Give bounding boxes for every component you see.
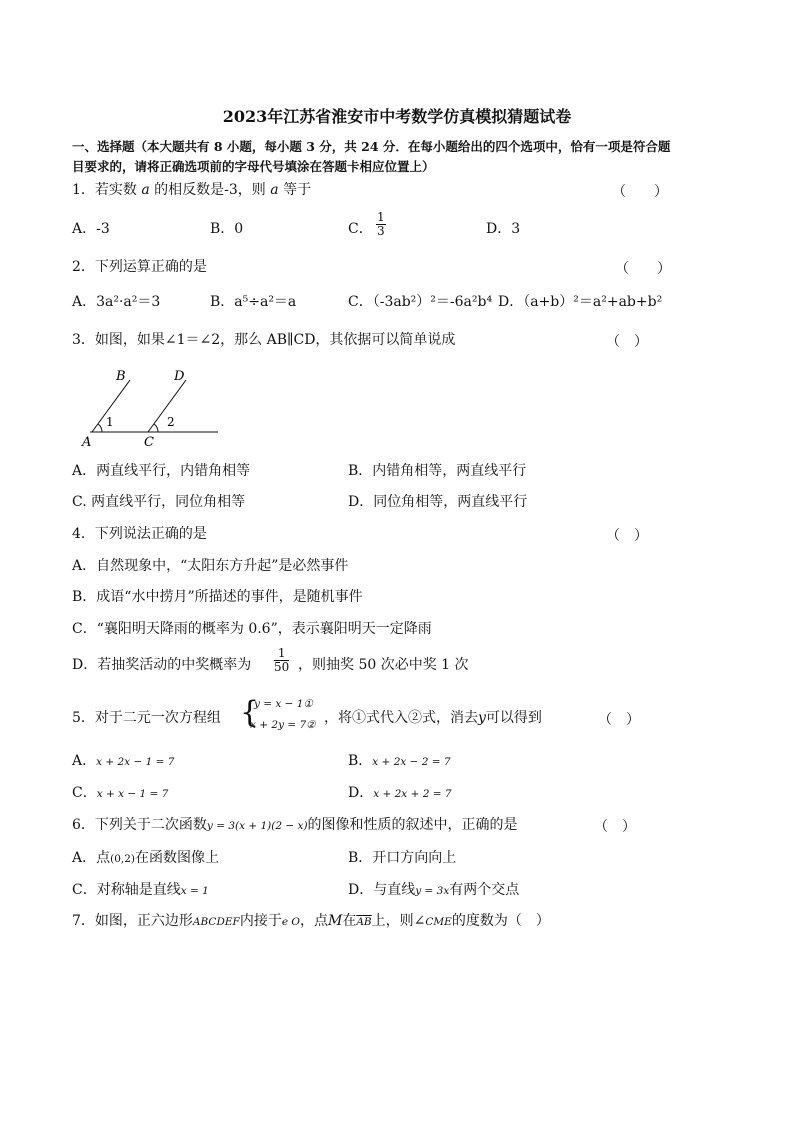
q4-option-c: C．“襄阳明天降雨的概率为 0.6”，表示襄阳明天一定降雨 [72, 621, 432, 637]
q4-stem: 4．下列说法正确的是 [72, 526, 207, 542]
q6-answer-paren: （ ） [594, 819, 636, 835]
q5-option-b: B．x + 2x − 2 = 7 [348, 753, 451, 769]
q5-equation-1: y = x − 1① [254, 698, 313, 710]
label-c: C [144, 435, 154, 450]
q6-option-d: D．与直线y = 3x有两个交点 [348, 882, 520, 898]
angle-1-arc [98, 424, 102, 432]
q3-option-b: B．内错角相等，两直线平行 [348, 463, 527, 479]
label-b: B [116, 369, 126, 384]
q2-stem: 2．下列运算正确的是 [72, 259, 207, 275]
q1-option-d: D．3 [486, 221, 521, 237]
q2-option-d: D．（a+b）²＝a²+ab+b² [498, 294, 663, 310]
q1-stem: 1．若实数 a 的相反数是-3，则 a 等于 [72, 182, 312, 198]
angle-2-arc [154, 424, 158, 432]
q4-option-d-rest: ，则抽奖 50 次必中奖 1 次 [298, 657, 469, 673]
q4-option-a: A．自然现象中，“太阳东方升起”是必然事件 [72, 558, 349, 574]
q5-answer-paren: （ ） [598, 712, 640, 728]
q4-option-d-fraction: $\frac{1}{50}$ [274, 646, 290, 674]
q3-stem: 3．如图，如果∠1＝∠2，那么 AB∥CD，其依据可以简单说成 [72, 332, 456, 348]
q1-option-c-fraction: $\frac{1}{3}$ [377, 210, 385, 238]
q5-option-c: C．x + x − 1 = 7 [72, 785, 169, 801]
q2-option-c: C．（-3ab²）²＝-6a²b⁴ [348, 294, 493, 310]
q3-figure [78, 364, 228, 450]
q6-option-a: A．点(0,2)在函数图像上 [72, 850, 220, 866]
q3-option-d: D．同位角相等，两直线平行 [348, 494, 528, 510]
q6-option-c: C．对称轴是直线x = 1 [72, 882, 209, 898]
q1-answer-paren: （ ） [612, 184, 668, 200]
label-angle-1: 1 [106, 415, 114, 429]
label-d: D [174, 369, 185, 384]
q5-option-d: D．x + 2x + 2 = 7 [348, 785, 452, 801]
q7-stem: 7．如图，正六边形ABCDEF内接于e O，点M在$\overline{AB}$上，则∠CME的度数为（ ） [72, 913, 550, 929]
q4-answer-paren: （ ） [606, 528, 648, 544]
section-heading-line1: 一、选择题（本大题共有 8 小题，每小题 3 分，共 24 分．在每小题给出的四个选项中，恰有一项是符合题 [72, 139, 671, 154]
page-title: 2023年江苏省淮安市中考数学仿真模拟猜题试卷 [222, 107, 572, 126]
q3-answer-paren: （ ） [606, 334, 648, 350]
q5-equation-2: x + 2y = 7② [250, 719, 316, 731]
q6-stem: 6．下列关于二次函数y = 3(x + 1)(2 − x)的图像和性质的叙述中，正确的是 [72, 817, 518, 833]
q4-option-d-label: D．若抽奖活动的中奖概率为 [72, 657, 252, 673]
q5-stem-a: 5．对于二元一次方程组 [72, 710, 221, 726]
q2-option-a: A．3a²·a²＝3 [72, 294, 161, 310]
q5-system-brace: { [240, 695, 260, 730]
q4-option-b: B．成语“水中捞月”所描述的事件，是随机事件 [72, 589, 363, 605]
q5-stem-b: ，将①式代入②式，消去y可以得到 [324, 710, 542, 726]
q2-answer-paren: （ ） [615, 261, 671, 277]
label-angle-2: 2 [167, 415, 175, 429]
q1-option-c-label: C． [348, 221, 373, 237]
q3-option-c: C. 两直线平行，同位角相等 [72, 494, 246, 510]
q5-option-a: A．x + 2x − 1 = 7 [72, 753, 175, 769]
section-heading-line2: 目要求的，请将正确选项前的字母代号填涂在答题卡相应位置上） [72, 159, 435, 174]
label-a: A [82, 435, 92, 450]
q2-option-b: B．a⁵÷a²＝a [210, 294, 297, 310]
q6-option-b: B．开口方向向上 [348, 850, 457, 866]
q1-option-b: B．0 [210, 221, 244, 237]
q3-option-a: A．两直线平行，内错角相等 [72, 463, 251, 479]
q1-option-a: A．-3 [72, 221, 110, 237]
